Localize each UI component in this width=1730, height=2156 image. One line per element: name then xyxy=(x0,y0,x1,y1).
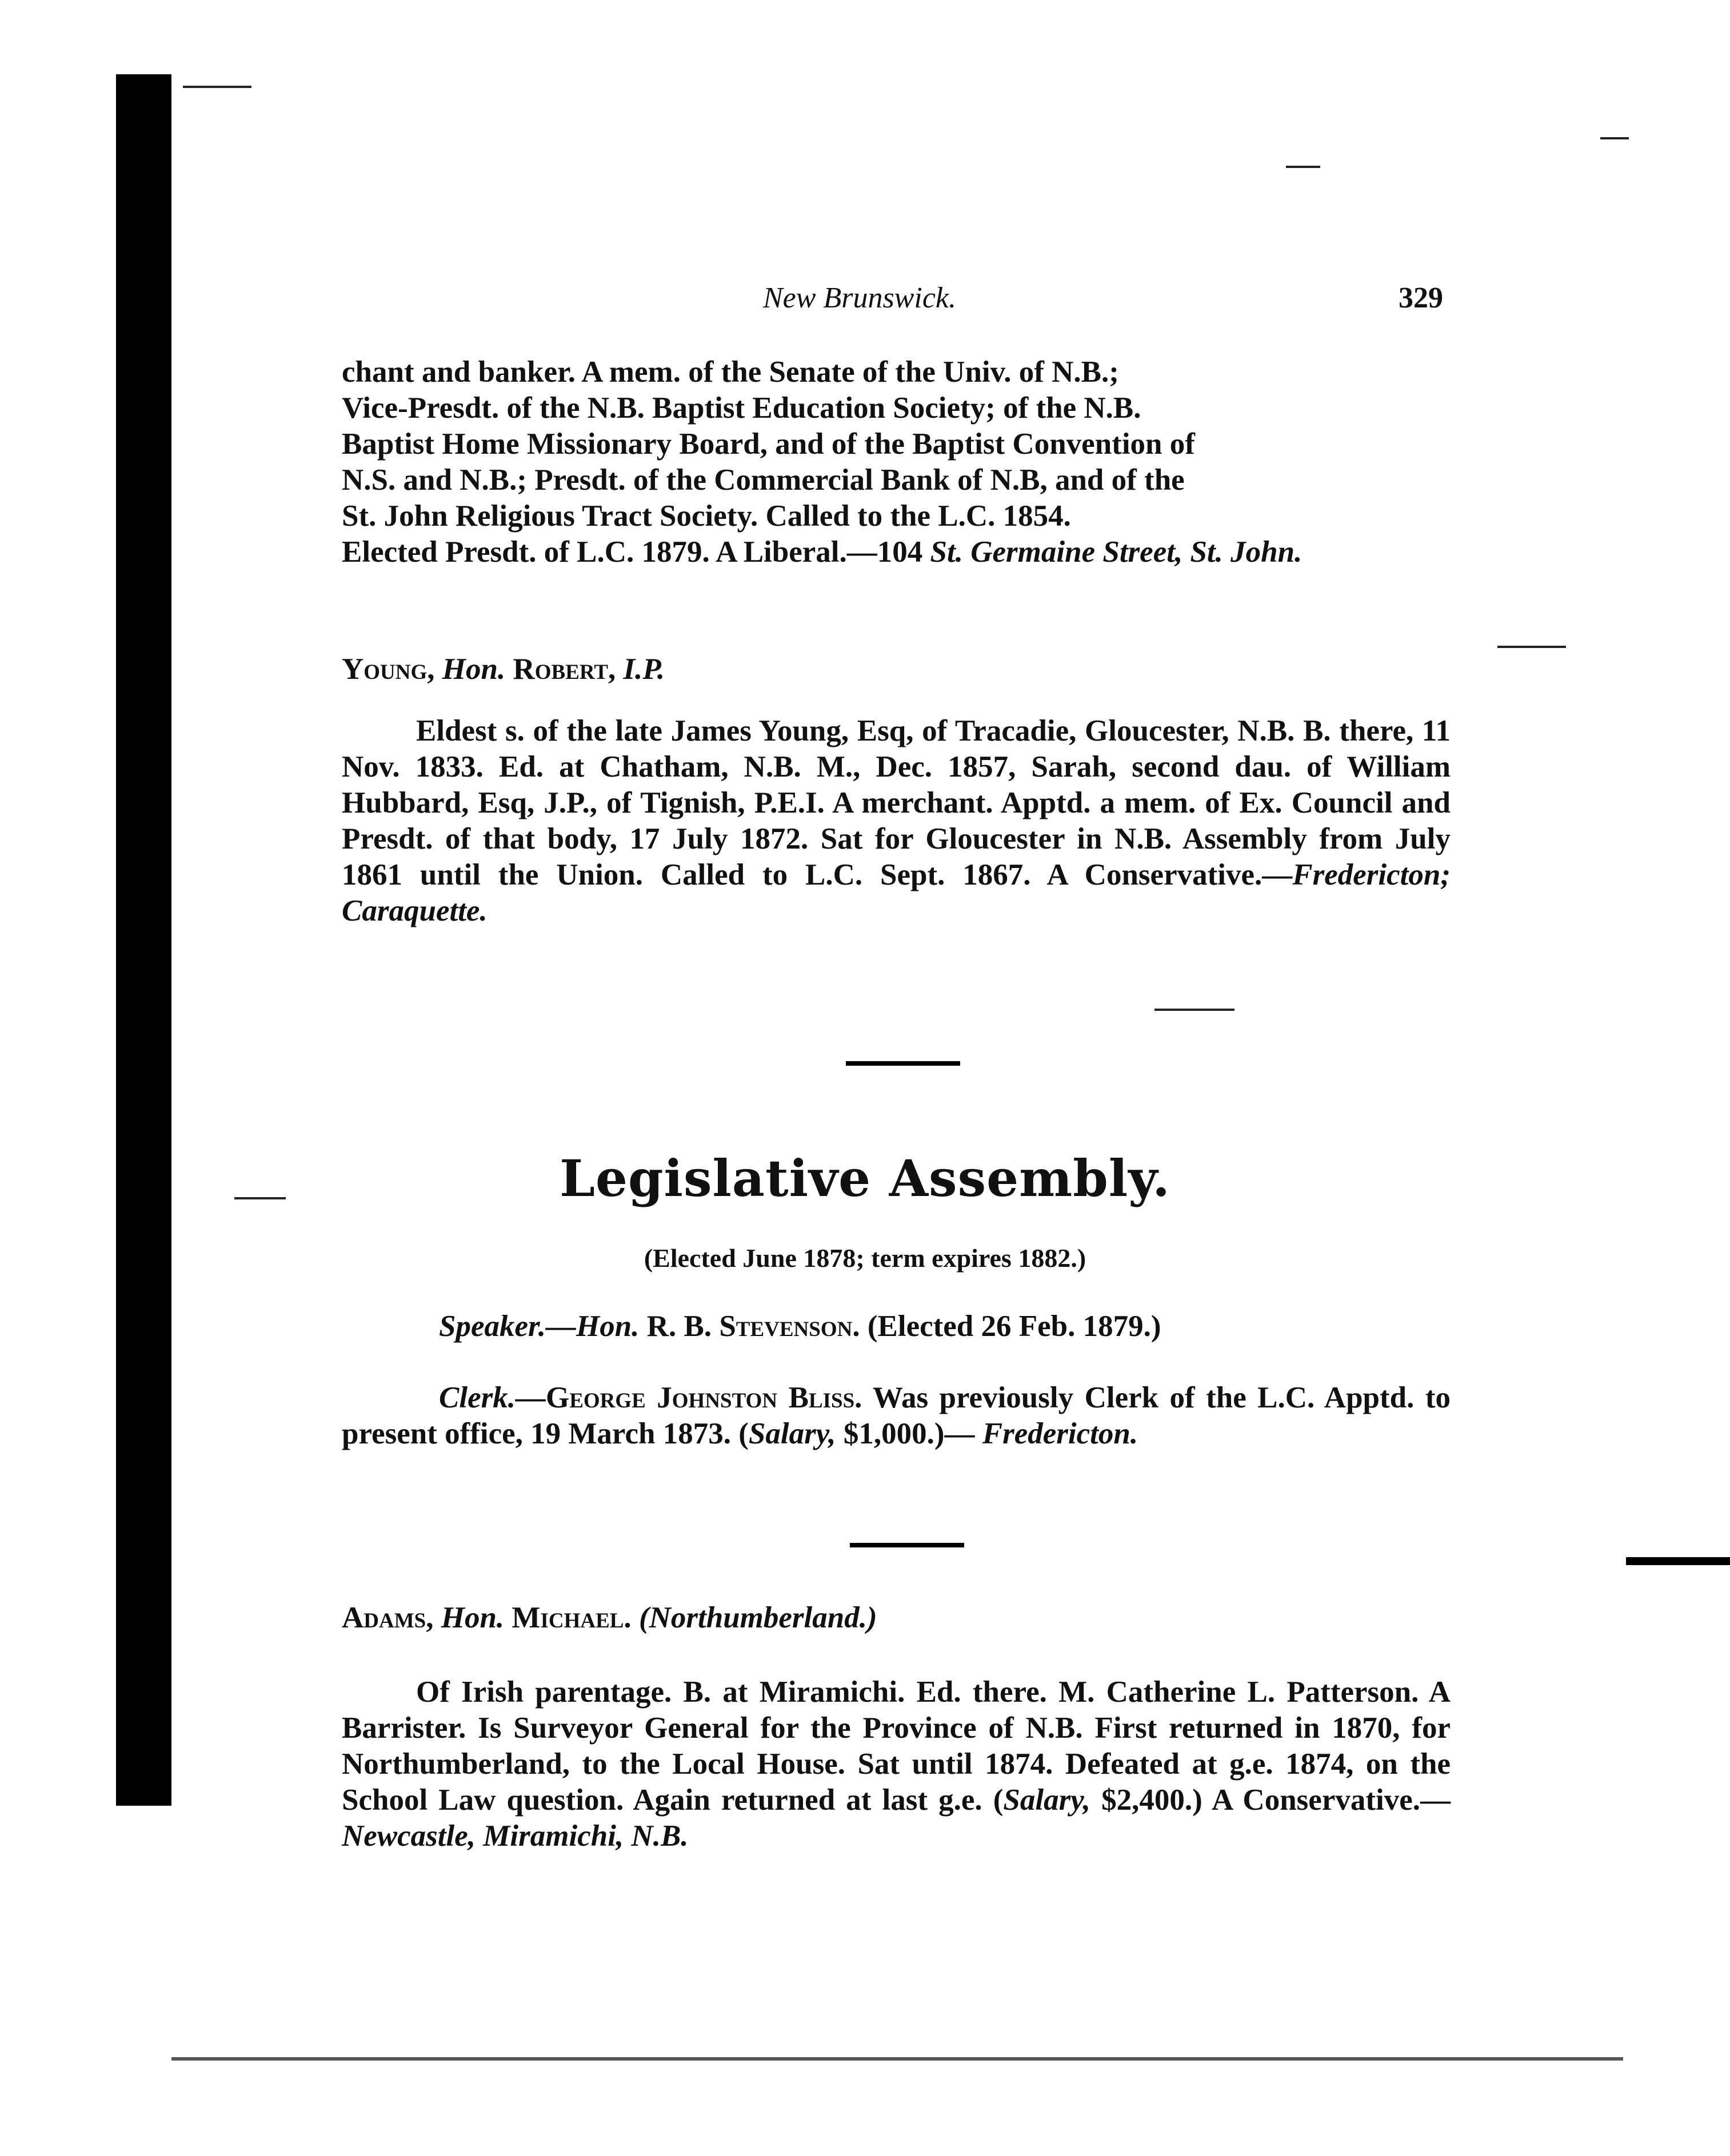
section-title: Legislative Assembly. xyxy=(560,1149,1170,1208)
scan-mark xyxy=(1600,137,1629,139)
address: Fredericton; Caraquette. xyxy=(342,858,1451,927)
politics: A Conservative.— xyxy=(1211,1783,1451,1817)
entry-line: Vice-Presdt. of the N.B. Baptist Education Society; of the N.B. xyxy=(342,391,1141,425)
entry-line: St. John Religious Tract Society. Called to the L.C. 1854. xyxy=(342,499,1071,533)
salary-label: Salary, xyxy=(1003,1783,1091,1817)
speaker-name: R. B. Stevenson. xyxy=(646,1310,860,1343)
scan-mark xyxy=(183,86,251,88)
entry-line xyxy=(342,534,1451,570)
honorific: Hon. xyxy=(442,653,506,686)
entry-heading xyxy=(342,1600,1451,1636)
entry-line: chant and banker. A mem. of the Senate of the Univ. of N.B.; xyxy=(342,355,1119,389)
section-rule xyxy=(850,1543,964,1547)
given-name: Michael. xyxy=(512,1601,632,1634)
name-suffix: I.P. xyxy=(623,653,665,686)
clerk-label: Clerk.— xyxy=(439,1381,546,1414)
salary-value: $2,400.) xyxy=(1101,1783,1202,1817)
given-name: Robert, xyxy=(513,653,616,686)
clerk-text: Was previously Clerk of the L.C. Apptd. to present office, 19 March 1873. xyxy=(342,1381,1451,1450)
speaker-label: Speaker.— xyxy=(439,1310,576,1343)
biography: Of Irish parentage. B. at Miramichi. Ed. there. M. Catherine L. Patterson. A Barrister. Is Surveyor General for the Province of N.B. First returned in 1870, for Northumberland, to the Local House. Sat until 1874. Defeated at g.e. 1874, on the School Law question. Again returned at last g.e. (Salary, $2,400.) A Conservative.—Newcastle, Miramichi, N.B. xyxy=(342,1675,1451,1853)
clerk-entry: Clerk.—George Johnston Bliss. Was previously Clerk of the L.C. Apptd. to present office, 19 March 1873. (Salary, $1,000.)— Fredericton. xyxy=(342,1381,1451,1450)
biography-text: Of Irish parentage. B. at Miramichi. Ed. there. M. Catherine L. Patterson. A Barrister. Is Surveyor General for the Province of N.B. First returned in 1870, for Northumberland, to the Local House. Sat until 1874. Defeated at g.e. 1874, on the School Law question. Again returned at last g.e. xyxy=(342,1675,1451,1817)
address: Fredericton. xyxy=(982,1417,1138,1450)
entry-line: Baptist Home Missionary Board, and of the Baptist Convention of xyxy=(342,427,1195,461)
salary-value: $1,000.)— xyxy=(843,1417,975,1450)
page-header xyxy=(763,281,1443,315)
honorific: Hon. xyxy=(441,1601,505,1634)
continuation-entry xyxy=(342,354,1451,570)
riding: (Northumberland.) xyxy=(638,1601,877,1634)
section-rule xyxy=(846,1061,960,1066)
biography xyxy=(342,713,1451,929)
running-title: New Brunswick. xyxy=(763,282,956,314)
page-number: 329 xyxy=(1399,282,1443,314)
biography-text: Eldest s. of the late James Young, Esq, of Tracadie, Gloucester, N.B. B. there, 11 Nov. 1833. Ed. at Chatham, N.B. M., Dec. 1857, Sarah, second dau. of William Hubbard, Esq, J.P., of Tignish, P.E.I. A merchant. Apptd. a mem. of Ex. Council and Presdt. of that body, 17 July 1872. Sat for Gloucester in N.B. Assembly from July 1861 until the Union. Called to L.C. Sept. 1867. A Conservative.— xyxy=(342,714,1451,891)
entry-line: N.S. and N.B.; Presdt. of the Commercial Bank of N.B, and of the xyxy=(342,463,1185,497)
honorific: Hon. xyxy=(576,1310,640,1343)
speaker-elected: (Elected 26 Feb. 1879.) xyxy=(867,1310,1161,1343)
surname: Young, xyxy=(342,653,435,686)
section-subtitle: (Elected June 1878; term expires 1882.) xyxy=(644,1243,1086,1273)
scan-mark xyxy=(1154,1009,1234,1011)
surname: Adams, xyxy=(342,1601,434,1634)
address: St. Germaine Street, St. John. xyxy=(930,535,1303,569)
salary-label: Salary, xyxy=(748,1417,836,1450)
entry-text: Elected Presdt. of L.C. 1879. A Liberal.—104 xyxy=(342,535,923,569)
address: Newcastle, Miramichi, N.B. xyxy=(342,1819,689,1853)
scan-mark xyxy=(1497,646,1566,648)
binding-shadow xyxy=(116,74,171,1806)
clerk-name: George Johnston Bliss. xyxy=(545,1381,862,1414)
entry-heading xyxy=(342,651,1451,687)
scan-mark xyxy=(1286,166,1320,168)
edge-mark xyxy=(1626,1557,1730,1565)
scan-mark xyxy=(171,2057,1623,2061)
speaker-line xyxy=(342,1309,1451,1345)
